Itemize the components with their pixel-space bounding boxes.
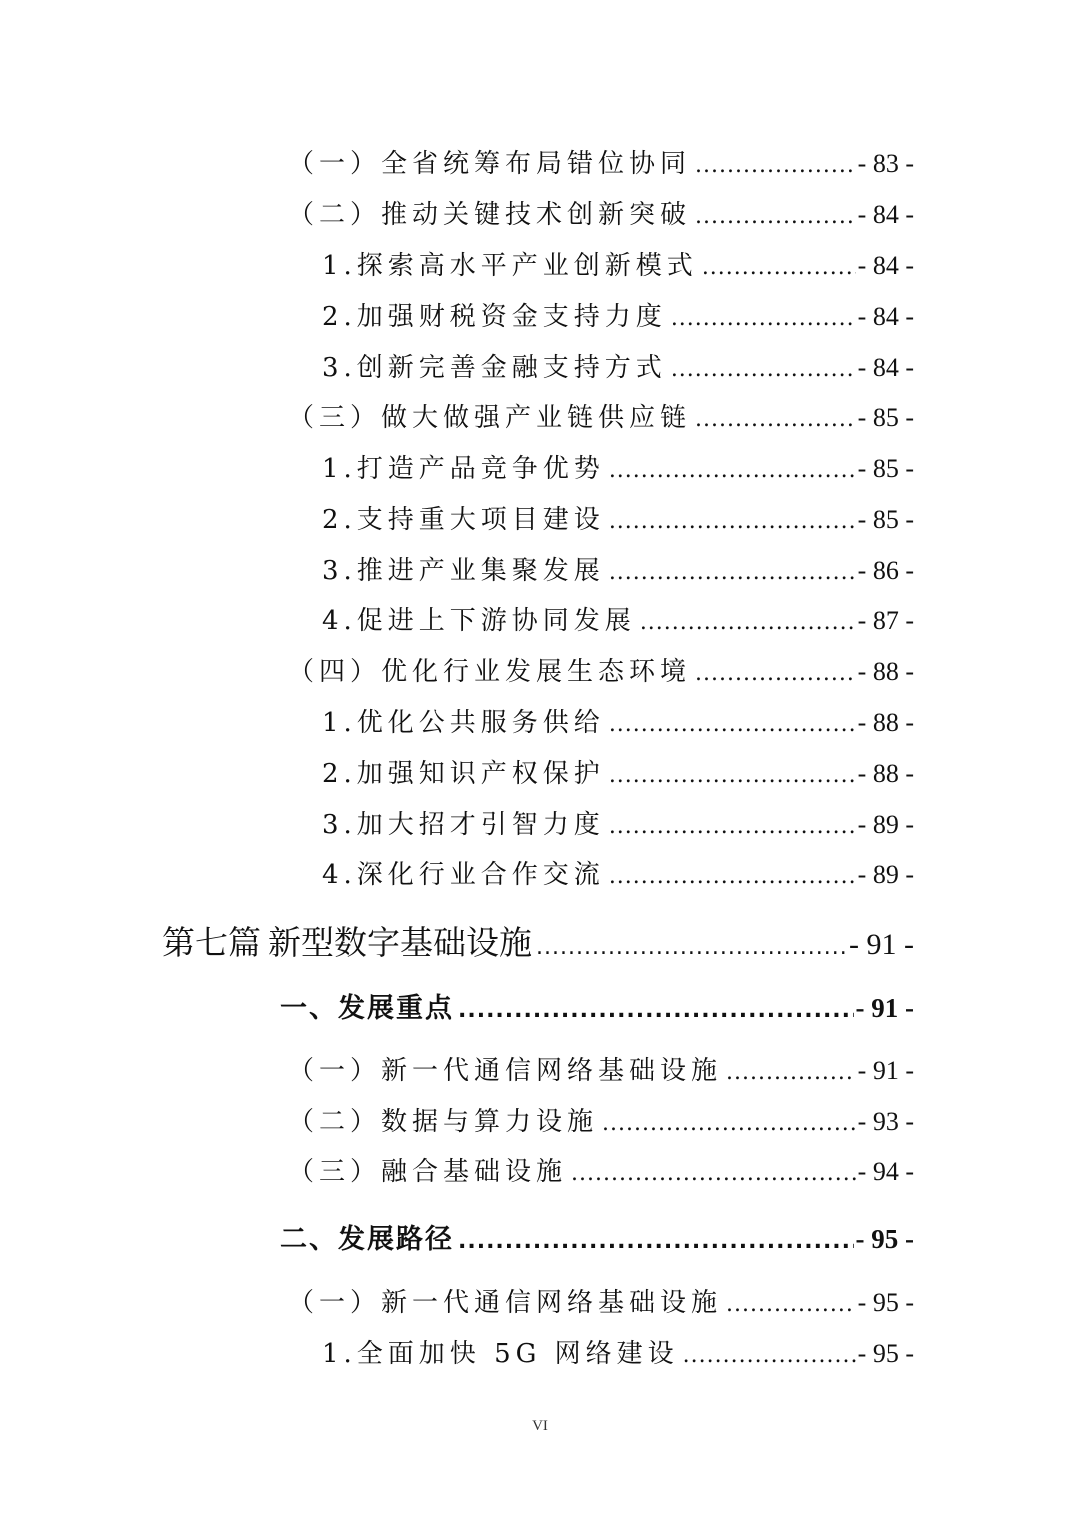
leader-dots	[695, 206, 856, 228]
page-number: - 84 -	[857, 302, 914, 331]
toc-entry[interactable]	[322, 296, 914, 333]
page-number: - 84 -	[857, 251, 914, 280]
toc-entry[interactable]	[322, 245, 914, 282]
leader-dots	[536, 937, 847, 959]
page-number: - 95 -	[857, 1288, 914, 1317]
page-number: - 94 -	[857, 1157, 914, 1186]
entry-title: 3.推进产业集聚发展	[322, 556, 605, 586]
leader-dots	[726, 1294, 856, 1316]
leader-dots	[671, 308, 856, 330]
toc-entry[interactable]	[288, 1050, 914, 1087]
chapter-title: 新型数字基础设施	[268, 923, 532, 962]
leader-dots	[683, 1345, 856, 1367]
entry-title: （二）数据与算力设施	[288, 1107, 599, 1137]
toc-entry[interactable]	[322, 1333, 914, 1370]
entry-title: 3.加大招才引智力度	[322, 810, 605, 840]
page-number: - 95 -	[857, 1339, 914, 1368]
leader-dots	[695, 155, 856, 177]
entry-title: 4.深化行业合作交流	[322, 860, 605, 890]
leader-dots	[609, 714, 856, 736]
entry-title: （四）优化行业发展生态环境	[288, 657, 692, 687]
leader-dots	[602, 1113, 856, 1135]
entry-title: 一、发展重点	[280, 993, 454, 1024]
leader-dots	[695, 409, 856, 431]
toc-entry[interactable]	[288, 397, 914, 434]
entry-title: 1.优化公共服务供给	[322, 708, 605, 738]
leader-dots	[609, 511, 856, 533]
toc-entry[interactable]	[322, 448, 914, 485]
page-number: - 95 -	[855, 1224, 914, 1254]
toc-entry[interactable]	[322, 753, 914, 790]
entry-title: （一）全省统筹布局错位协同	[288, 149, 692, 179]
toc-entry[interactable]	[322, 804, 914, 841]
toc-entry[interactable]	[280, 986, 914, 1025]
leader-dots	[695, 663, 856, 685]
entry-title: （一）新一代通信网络基础设施	[288, 1056, 723, 1086]
toc-entry[interactable]	[322, 854, 914, 891]
leader-dots	[640, 612, 856, 634]
page-number: - 84 -	[857, 200, 914, 229]
page-number: - 83 -	[857, 149, 914, 178]
leader-dots	[458, 1231, 854, 1253]
toc-entry[interactable]	[288, 143, 914, 180]
leader-dots	[609, 816, 856, 838]
toc-entry[interactable]	[288, 1151, 914, 1188]
entry-title: （一）新一代通信网络基础设施	[288, 1288, 723, 1318]
page-number: - 85 -	[857, 505, 914, 534]
toc-entry[interactable]	[322, 600, 914, 637]
page-number: - 93 -	[857, 1107, 914, 1136]
leader-dots	[609, 562, 856, 584]
toc-entry[interactable]	[288, 651, 914, 688]
leader-dots	[571, 1163, 856, 1185]
toc-entry[interactable]	[288, 194, 914, 231]
leader-dots	[726, 1062, 856, 1084]
leader-dots	[609, 765, 856, 787]
toc-entry[interactable]	[322, 499, 914, 536]
entry-title: 2.支持重大项目建设	[322, 505, 605, 535]
entry-title: （三）融合基础设施	[288, 1157, 568, 1187]
page-number: - 89 -	[857, 810, 914, 839]
page-number: - 91 -	[857, 1056, 914, 1085]
page-number: - 88 -	[857, 708, 914, 737]
entry-title: 1.探索高水平产业创新模式	[322, 251, 698, 281]
entry-title: 2.加强财税资金支持力度	[322, 302, 667, 332]
leader-dots	[609, 866, 856, 888]
toc-entry[interactable]	[288, 1101, 914, 1138]
entry-title: 二、发展路径	[280, 1224, 454, 1255]
page-number: - 91 -	[855, 993, 914, 1023]
leader-dots	[702, 257, 856, 279]
page-number: - 88 -	[857, 759, 914, 788]
page-number: - 85 -	[857, 403, 914, 432]
leader-dots	[609, 460, 856, 482]
toc-entry[interactable]	[322, 347, 914, 384]
page-number: - 89 -	[857, 860, 914, 889]
page-number: - 84 -	[857, 353, 914, 382]
toc-entry[interactable]	[288, 1282, 914, 1319]
entry-title: 4.促进上下游协同发展	[322, 606, 636, 636]
entry-title: （二）推动关键技术创新突破	[288, 200, 692, 230]
toc-entry[interactable]	[280, 1217, 914, 1256]
page-number: - 91 -	[849, 928, 914, 961]
page-number: - 85 -	[857, 454, 914, 483]
chapter-label: 第七篇	[162, 923, 261, 962]
entry-title: 2.加强知识产权保护	[322, 759, 605, 789]
toc-entry[interactable]	[322, 550, 914, 587]
page-number: - 86 -	[857, 556, 914, 585]
page-number: - 87 -	[857, 606, 914, 635]
toc-chapter-entry[interactable]	[162, 917, 914, 964]
page-number: - 88 -	[857, 657, 914, 686]
entry-title: 3.创新完善金融支持方式	[322, 353, 667, 383]
entry-title: （三）做大做强产业链供应链	[288, 403, 692, 433]
toc-entry[interactable]	[322, 702, 914, 739]
entry-title: 1.打造产品竞争优势	[322, 454, 605, 484]
leader-dots	[458, 1000, 854, 1022]
page-footer-number: VI	[532, 1418, 548, 1434]
entry-title: 1.全面加快 5G 网络建设	[322, 1339, 679, 1369]
leader-dots	[671, 359, 856, 381]
